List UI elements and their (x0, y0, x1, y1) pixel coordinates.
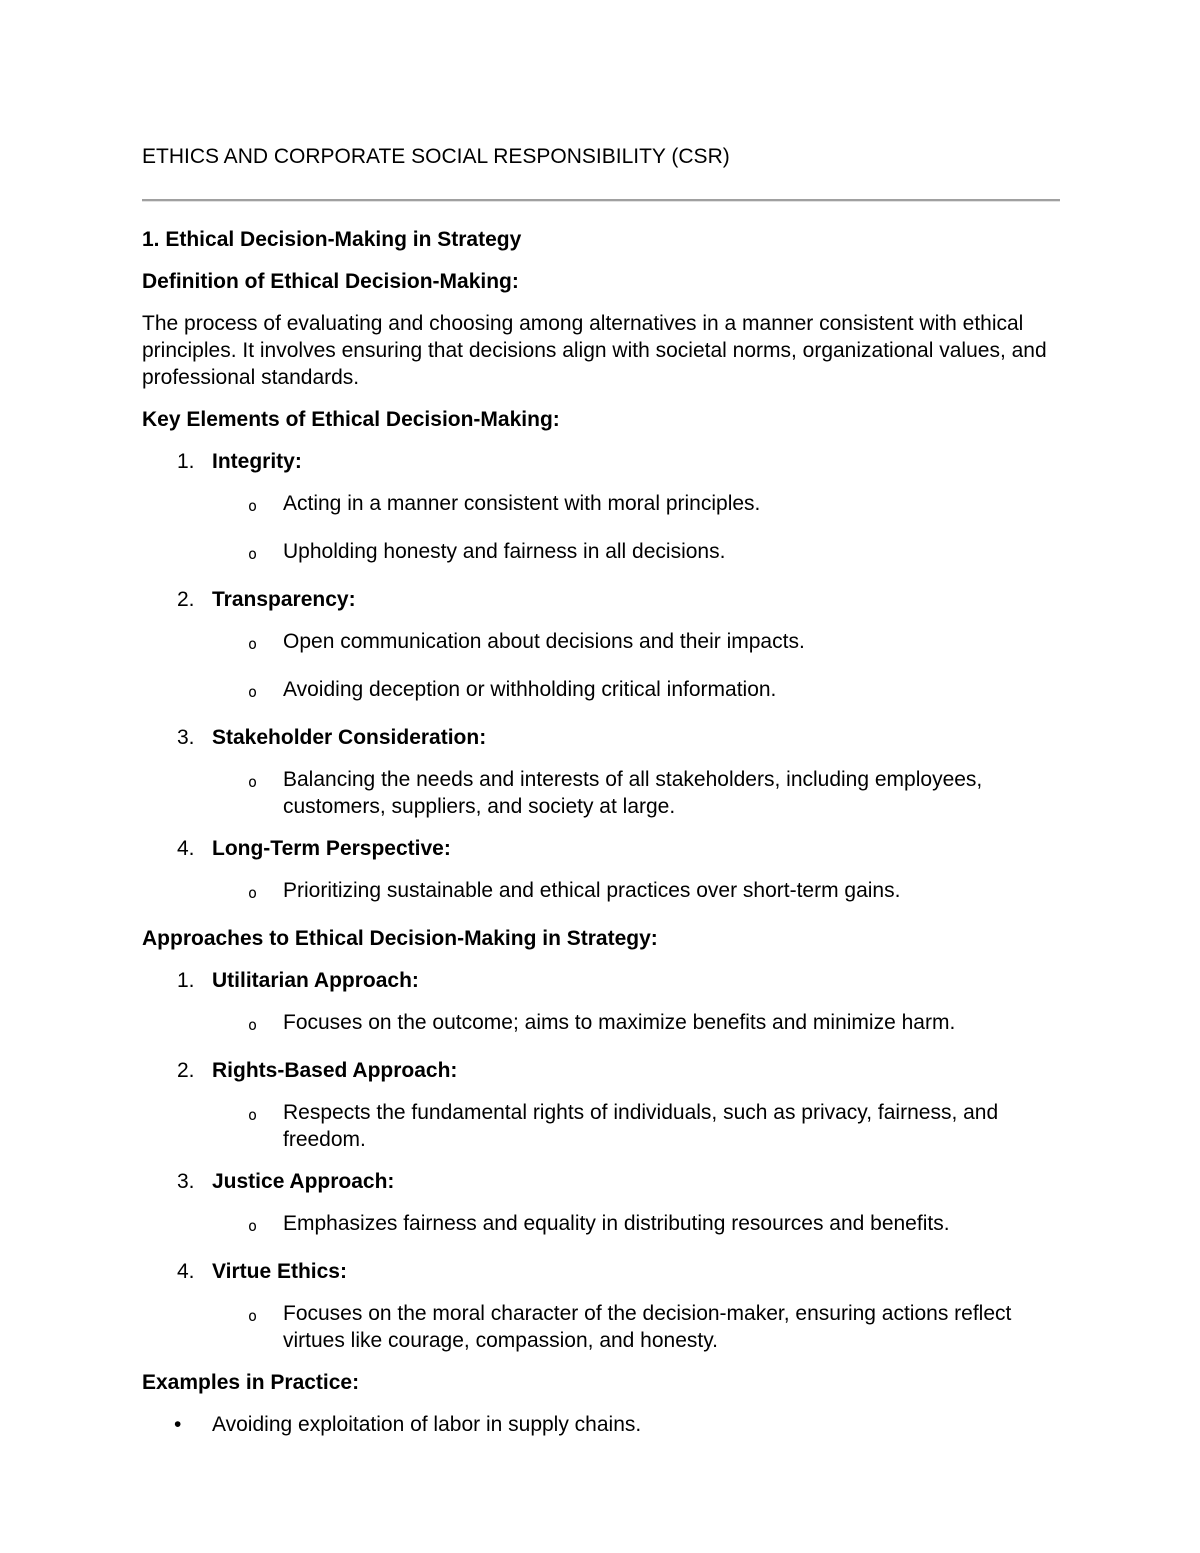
circle-bullet-icon: o (248, 1307, 258, 1325)
sub-bullet-text: Open communication about decisions and their impacts. (283, 630, 805, 653)
approach-item (142, 967, 1060, 994)
sub-bullet-item (142, 1300, 1060, 1354)
example-text: Avoiding exploitation of labor in supply chains. (212, 1413, 642, 1436)
circle-bullet-icon: o (248, 1106, 258, 1124)
sub-bullet-item (142, 1099, 1060, 1153)
item-label: Utilitarian Approach: (212, 969, 419, 992)
definition-heading: Definition of Ethical Decision-Making: (142, 270, 519, 293)
document-content (142, 226, 1060, 1453)
examples-heading: Examples in Practice: (142, 1371, 360, 1394)
circle-bullet-icon: o (248, 545, 258, 563)
sub-bullet-text: Balancing the needs and interests of all stakeholders, including employees, customers, suppliers, and society at large. (283, 768, 983, 818)
sub-bullet-text: Avoiding deception or withholding critical information. (283, 678, 777, 701)
sub-bullet-text: Prioritizing sustainable and ethical practices over short-term gains. (283, 879, 901, 902)
circle-bullet-icon: o (248, 635, 258, 653)
sub-bullet-item (142, 1009, 1060, 1042)
horizontal-rule (142, 199, 1060, 202)
approach-item (142, 1168, 1060, 1195)
document-title: ETHICS AND CORPORATE SOCIAL RESPONSIBILITY (CSR) (142, 145, 730, 168)
disc-bullet-icon: • (174, 1413, 182, 1436)
key-element-item (142, 448, 1060, 475)
sub-bullet-text: Acting in a manner consistent with moral principles. (283, 492, 761, 515)
item-number: 1. (177, 450, 195, 473)
circle-bullet-icon: o (248, 884, 258, 902)
item-number: 2. (177, 588, 195, 611)
key-element-item (142, 724, 1060, 751)
circle-bullet-icon: o (248, 497, 258, 515)
section-heading: 1. Ethical Decision-Making in Strategy (142, 228, 522, 251)
approach-item (142, 1057, 1060, 1084)
item-number: 3. (177, 1170, 195, 1193)
sub-bullet-text: Focuses on the moral character of the decision-maker, ensuring actions reflect virtues like courage, compassion, and honesty. (283, 1302, 1012, 1352)
approaches-heading: Approaches to Ethical Decision-Making in Strategy: (142, 927, 658, 950)
item-number: 4. (177, 1260, 195, 1283)
sub-bullet-item (142, 676, 1060, 709)
item-label: Long-Term Perspective: (212, 837, 451, 860)
sub-bullet-text: Respects the fundamental rights of individuals, such as privacy, fairness, and freedom. (283, 1101, 999, 1151)
item-label: Rights-Based Approach: (212, 1059, 458, 1082)
definition-paragraph: The process of evaluating and choosing among alternatives in a manner consistent with ethical principles. It involves ensuring that decisions align with societal norms, organizational values, and professional standards. (142, 312, 1047, 389)
example-item (142, 1411, 1060, 1438)
sub-bullet-item (142, 538, 1060, 571)
key-element-item (142, 835, 1060, 862)
sub-bullet-item (142, 1210, 1060, 1243)
sub-bullet-text: Emphasizes fairness and equality in distributing resources and benefits. (283, 1212, 950, 1235)
item-number: 3. (177, 726, 195, 749)
sub-bullet-item (142, 877, 1060, 910)
item-number: 2. (177, 1059, 195, 1082)
item-label: Justice Approach: (212, 1170, 395, 1193)
circle-bullet-icon: o (248, 1217, 258, 1235)
sub-bullet-item (142, 766, 1060, 820)
item-label: Virtue Ethics: (212, 1260, 347, 1283)
item-number: 4. (177, 837, 195, 860)
sub-bullet-text: Focuses on the outcome; aims to maximize benefits and minimize harm. (283, 1011, 956, 1034)
key-element-item (142, 586, 1060, 613)
key-elements-heading: Key Elements of Ethical Decision-Making: (142, 408, 560, 431)
item-number: 1. (177, 969, 195, 992)
approach-item (142, 1258, 1060, 1285)
sub-bullet-text: Upholding honesty and fairness in all decisions. (283, 540, 726, 563)
circle-bullet-icon: o (248, 1016, 258, 1034)
circle-bullet-icon: o (248, 683, 258, 701)
sub-bullet-item (142, 490, 1060, 523)
item-label: Integrity: (212, 450, 302, 473)
circle-bullet-icon: o (248, 773, 258, 791)
sub-bullet-item (142, 628, 1060, 661)
item-label: Stakeholder Consideration: (212, 726, 487, 749)
item-label: Transparency: (212, 588, 356, 611)
